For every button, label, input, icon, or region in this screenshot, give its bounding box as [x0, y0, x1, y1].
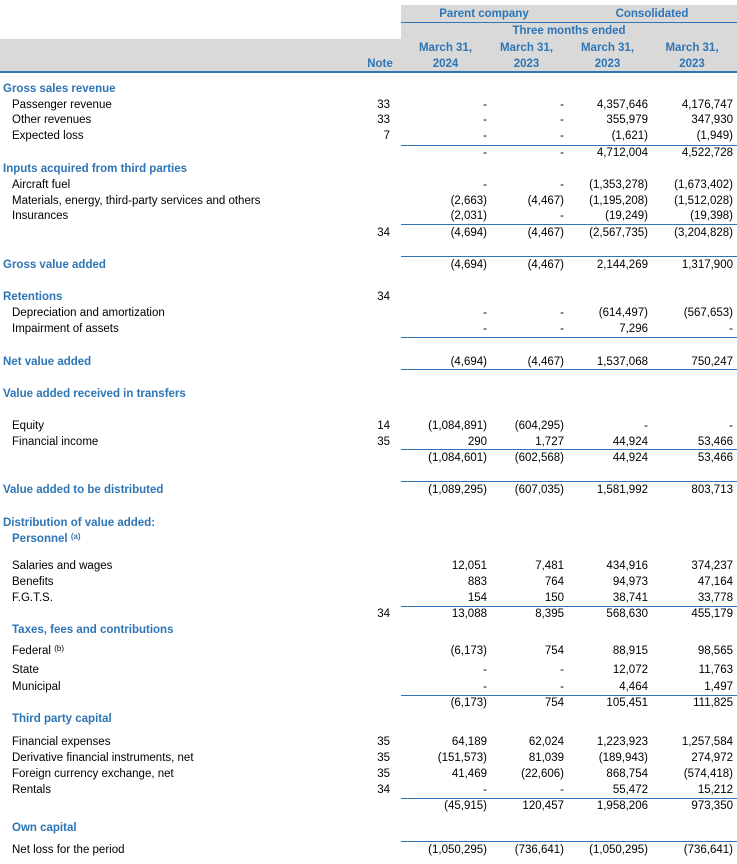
value-cell: (19,249)	[605, 210, 648, 222]
value-cell: -	[560, 784, 564, 796]
value-cell: 154	[467, 592, 487, 604]
header-col-3-line2: 2023	[594, 58, 621, 70]
value-cell: 355,979	[606, 114, 648, 126]
table-row	[0, 145, 737, 161]
value-cell: (1,050,295)	[428, 844, 487, 856]
value-cell: 568,630	[606, 608, 648, 620]
value-cell: 434,916	[606, 560, 648, 572]
value-cell: -	[729, 323, 733, 335]
table-row	[0, 177, 737, 193]
row-label: Foreign currency exchange, net	[12, 768, 174, 780]
table-row	[0, 354, 737, 370]
value-cell: 47,164	[697, 576, 733, 588]
value-cell: (1,050,295)	[589, 844, 648, 856]
table-row	[0, 97, 737, 113]
value-cell: 4,522,728	[681, 147, 733, 159]
value-cell: 81,039	[528, 752, 564, 764]
value-cell: (574,418)	[683, 768, 733, 780]
row-label: Value added to be distributed	[3, 484, 164, 496]
row-label: Aircraft fuel	[12, 179, 71, 191]
value-cell: 64,189	[451, 736, 487, 748]
row-label: Passenger revenue	[12, 99, 112, 111]
note-ref: 33	[377, 114, 390, 126]
table-row	[0, 257, 737, 273]
value-cell: (1,353,278)	[589, 179, 648, 191]
value-cell: (604,295)	[514, 420, 564, 432]
header-note: Note	[367, 58, 393, 70]
value-cell: 38,741	[612, 592, 648, 604]
value-cell: (22,606)	[521, 768, 564, 780]
value-cell: -	[483, 307, 487, 319]
value-cell: (1,673,402)	[674, 179, 733, 191]
value-cell: 1,581,992	[596, 484, 648, 496]
row-label: State	[12, 664, 39, 676]
value-cell: -	[483, 114, 487, 126]
row-label: F.G.T.S.	[12, 592, 53, 604]
total-rule	[401, 695, 737, 696]
value-cell: (1,089,295)	[428, 484, 487, 496]
value-cell: (2,031)	[450, 210, 487, 222]
value-cell: 973,350	[691, 800, 733, 812]
value-cell: 94,973	[612, 576, 648, 588]
value-cell: 62,024	[528, 736, 564, 748]
value-cell: (567,653)	[683, 307, 733, 319]
value-cell: -	[560, 99, 564, 111]
footnote-marker: (b)	[54, 644, 64, 653]
header-col-4-line1: March 31,	[665, 42, 719, 54]
value-cell: (4,694)	[450, 356, 487, 368]
value-cell: (607,035)	[514, 484, 564, 496]
value-cell: 750,247	[691, 356, 733, 368]
table-row	[0, 695, 737, 711]
table-row	[0, 662, 737, 678]
row-label: Benefits	[12, 576, 54, 588]
value-cell: (4,467)	[527, 195, 564, 207]
value-cell: (6,173)	[450, 645, 487, 657]
value-cell: 8,395	[535, 608, 564, 620]
row-label: Gross sales revenue	[3, 83, 116, 95]
row-label: Materials, energy, third-party services and others	[12, 195, 261, 207]
value-cell: 4,176,747	[681, 99, 733, 111]
header-col-1-line1: March 31,	[418, 42, 473, 54]
value-cell: (1,084,601)	[428, 452, 487, 464]
row-label: Impairment of assets	[12, 323, 119, 335]
total-rule	[401, 224, 737, 225]
value-cell: (2,663)	[450, 195, 487, 207]
row-label: Third party capital	[12, 713, 112, 725]
value-cell: -	[483, 179, 487, 191]
value-cell: (1,512,028)	[674, 195, 733, 207]
table-row	[0, 418, 737, 434]
row-label-wrap	[12, 643, 64, 659]
table-row	[0, 289, 737, 305]
header-col-1-line2: 2024	[432, 58, 459, 70]
value-cell: (151,573)	[437, 752, 487, 764]
value-cell: 754	[544, 697, 564, 709]
row-label: Financial expenses	[12, 736, 111, 748]
header-col-2-line1: March 31,	[499, 42, 554, 54]
value-cell: 347,930	[691, 114, 733, 126]
total-rule	[401, 841, 737, 842]
table-row	[0, 590, 737, 606]
table-row	[0, 482, 737, 498]
value-cell: -	[483, 784, 487, 796]
value-cell: -	[483, 664, 487, 676]
table-row	[0, 606, 737, 622]
value-cell: 1,958,206	[596, 800, 648, 812]
value-cell: 4,712,004	[596, 147, 648, 159]
value-cell: (19,398)	[690, 210, 733, 222]
value-cell: -	[560, 664, 564, 676]
table-row	[0, 782, 737, 798]
value-cell: 1,317,900	[681, 259, 733, 271]
value-cell: -	[644, 420, 648, 432]
note-ref: 34	[377, 227, 390, 239]
value-cell: -	[560, 210, 564, 222]
value-cell: 55,472	[612, 784, 648, 796]
value-cell: -	[560, 179, 564, 191]
note-ref: 33	[377, 99, 390, 111]
value-cell: -	[560, 114, 564, 126]
table-row	[0, 128, 737, 144]
value-cell: 1,223,923	[596, 736, 648, 748]
total-rule	[401, 606, 737, 607]
row-label: Rentals	[12, 784, 51, 796]
header-col-3-line1: March 31,	[580, 42, 635, 54]
value-cell: (4,694)	[450, 259, 487, 271]
value-cell: -	[560, 130, 564, 142]
value-cell: -	[483, 99, 487, 111]
table-row	[0, 321, 737, 337]
value-cell: (736,641)	[683, 844, 733, 856]
table-row	[0, 81, 737, 97]
row-label: Municipal	[12, 681, 61, 693]
header-parent-company: Parent company	[439, 8, 529, 20]
value-cell: (602,568)	[514, 452, 564, 464]
note-ref: 35	[377, 436, 390, 448]
row-label: Financial income	[12, 436, 99, 448]
value-cell: (3,204,828)	[674, 227, 733, 239]
row-label: Retentions	[3, 291, 63, 303]
value-cell: (189,943)	[598, 752, 648, 764]
value-cell: (2,567,735)	[589, 227, 648, 239]
row-label-wrap	[12, 531, 81, 547]
value-cell: 374,237	[691, 560, 733, 572]
value-cell: -	[560, 307, 564, 319]
footnote-marker: (a)	[70, 532, 81, 541]
value-cell: -	[483, 681, 487, 693]
table-row	[0, 574, 737, 590]
total-rule	[401, 798, 737, 799]
table-row	[0, 112, 737, 128]
table-row	[0, 386, 737, 402]
value-cell: -	[483, 130, 487, 142]
header-consolidated: Consolidated	[615, 8, 689, 20]
table-row	[0, 679, 737, 695]
value-cell: (4,694)	[450, 227, 487, 239]
value-cell: 111,825	[693, 697, 733, 709]
value-cell: 33,778	[697, 592, 733, 604]
table-row	[0, 734, 737, 750]
table-row	[0, 643, 737, 659]
row-label: Equity	[12, 420, 44, 432]
row-label: Expected loss	[12, 130, 84, 142]
value-cell: (4,467)	[527, 227, 564, 239]
row-label: Salaries and wages	[12, 560, 113, 572]
value-cell: 120,457	[522, 800, 564, 812]
value-cell: -	[560, 147, 564, 159]
row-label: Gross value added	[3, 259, 106, 271]
value-cell: 868,754	[606, 768, 648, 780]
row-label: Taxes, fees and contributions	[12, 624, 174, 636]
header-col-4-line2: 2023	[679, 58, 705, 70]
value-cell: 4,357,646	[596, 99, 648, 111]
total-rule	[401, 481, 737, 482]
table-row	[0, 531, 737, 547]
value-cell: (1,621)	[611, 130, 648, 142]
value-cell: 15,212	[697, 784, 733, 796]
value-cell: 41,469	[451, 768, 487, 780]
table-row	[0, 820, 737, 836]
value-cell: 764	[544, 576, 564, 588]
value-cell: 44,924	[612, 436, 648, 448]
table-row	[0, 750, 737, 766]
note-ref: 7	[383, 130, 390, 142]
table-row	[0, 766, 737, 782]
note-ref: 14	[377, 420, 390, 432]
note-ref: 34	[377, 608, 390, 620]
value-cell: (614,497)	[598, 307, 648, 319]
row-label: Insurances	[12, 210, 69, 222]
total-rule	[401, 145, 737, 146]
row-label: Distribution of value added:	[3, 517, 156, 529]
value-cell: 455,179	[691, 608, 733, 620]
value-cell: -	[729, 420, 733, 432]
total-rule	[401, 337, 737, 338]
value-cell: 1,537,068	[596, 356, 648, 368]
table-row	[0, 208, 737, 224]
table-row	[0, 161, 737, 177]
row-label: Federal	[12, 645, 51, 657]
value-cell: 88,915	[612, 645, 648, 657]
total-rule	[401, 369, 737, 370]
value-cell: 44,924	[612, 452, 648, 464]
header-company-band	[401, 5, 737, 22]
header-period: Three months ended	[512, 25, 626, 37]
value-cell: 1,727	[535, 436, 564, 448]
row-label: Value added received in transfers	[3, 388, 186, 400]
row-label: Inputs acquired from third parties	[3, 163, 188, 175]
value-cell: (1,084,891)	[428, 420, 487, 432]
table-row	[0, 225, 737, 241]
table-row	[0, 842, 737, 858]
table-row	[0, 558, 737, 574]
value-cell: 12,051	[451, 560, 487, 572]
header-columns-band	[0, 39, 737, 73]
value-cell: 883	[467, 576, 487, 588]
note-ref: 35	[377, 752, 390, 764]
table-row	[0, 711, 737, 727]
value-cell: (1,195,208)	[589, 195, 648, 207]
value-cell: 274,972	[691, 752, 733, 764]
table-row	[0, 434, 737, 450]
note-ref: 35	[377, 768, 390, 780]
value-cell: 290	[467, 436, 487, 448]
value-cell: 98,565	[697, 645, 733, 657]
value-cell: (4,467)	[527, 259, 564, 271]
value-cell: 11,763	[698, 664, 733, 676]
value-cell: -	[560, 681, 564, 693]
row-label: Net value added	[3, 356, 92, 368]
row-label: Other revenues	[12, 114, 92, 126]
value-cell: 803,713	[691, 484, 733, 496]
value-cell: 1,257,584	[681, 736, 733, 748]
row-label: Depreciation and amortization	[12, 307, 165, 319]
row-label: Net loss for the period	[12, 844, 125, 856]
value-cell: 53,466	[697, 436, 733, 448]
note-ref: 34	[377, 784, 390, 796]
value-cell: 105,451	[606, 697, 648, 709]
value-cell: (4,467)	[527, 356, 564, 368]
value-cell: -	[560, 323, 564, 335]
table-row	[0, 305, 737, 321]
value-cell: 53,466	[697, 452, 733, 464]
value-cell: 754	[544, 645, 564, 657]
row-label: Own capital	[12, 822, 77, 834]
table-row	[0, 515, 737, 531]
value-cell: 1,497	[704, 681, 733, 693]
row-label: Derivative financial instruments, net	[12, 752, 194, 764]
value-cell: 4,464	[619, 681, 648, 693]
table-row	[0, 193, 737, 209]
value-cell: 2,144,269	[596, 259, 648, 271]
header-period-band	[401, 22, 737, 39]
value-cell: (45,915)	[444, 800, 487, 812]
value-cell: -	[483, 323, 487, 335]
value-cell: 13,088	[451, 608, 487, 620]
note-ref: 34	[377, 291, 390, 303]
value-cell: 7,296	[619, 323, 648, 335]
value-cell: 150	[544, 592, 564, 604]
total-rule	[401, 256, 737, 257]
table-row	[0, 798, 737, 814]
value-cell: 12,072	[612, 664, 648, 676]
value-cell: 7,481	[535, 560, 564, 572]
note-ref: 35	[377, 736, 390, 748]
value-cell: (6,173)	[450, 697, 487, 709]
table-row	[0, 450, 737, 466]
total-rule	[401, 449, 737, 450]
header-col-2-line2: 2023	[513, 58, 540, 70]
value-cell: (736,641)	[514, 844, 564, 856]
value-cell: -	[483, 147, 487, 159]
row-label: Personnel	[12, 533, 68, 545]
value-cell: (1,949)	[696, 130, 733, 142]
table-row	[0, 622, 737, 638]
